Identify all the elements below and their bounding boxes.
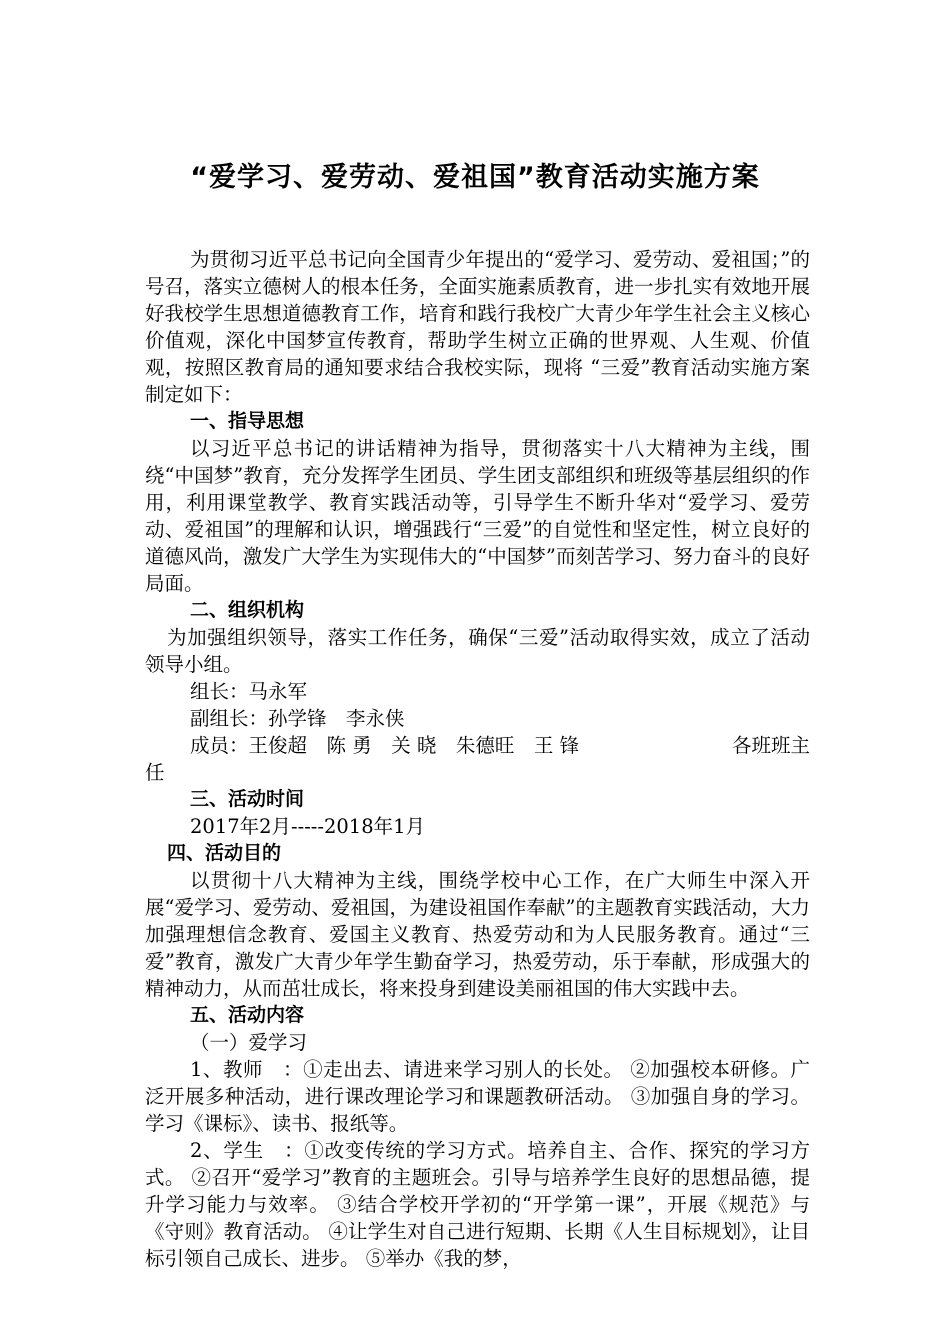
- section-heading-activity-content: 五、活动内容: [190, 1004, 305, 1026]
- section-heading-activity-time: 三、活动时间: [190, 788, 305, 810]
- deputy-leader-line: 副组长：孙学锋 李永侠: [190, 707, 405, 730]
- section-heading-activity-purpose: 四、活动目的: [167, 842, 282, 864]
- section-heading-guiding-ideology: 一、指导思想: [190, 410, 305, 432]
- organization-paragraph: 为加强组织领导，落实工作任务，确保“三爱”活动取得实效，成立了活动领导小组。: [145, 626, 810, 676]
- guiding-ideology-paragraph: 以习近平总书记的讲话精神为指导，贯彻落实十八大精神为主线，围绕“中国梦”教育，充分发挥学生团员、学生团支部组织和班级等基层组织的作用，利用课堂教学、教育实践活动等，引导学生不断升华对“爱学习、爱劳动、爱祖国”的理解和认识，增强践行“三爱”的自觉性和坚定性，树立良好的道德风尚，激发广大学生为实现伟大的“中国梦”而刻苦学习、努力奋斗的良好局面。: [145, 437, 810, 595]
- section-heading-organization: 二、组织机构: [190, 599, 305, 621]
- student-item-paragraph: 2、学生 ：①改变传统的学习方式。培养自主、合作、探究的学习方式。 ②召开“爱学习”教育的主题班会。引导与培养学生良好的思想品德，提升学习能力与效率。 ③结合学校开学初的“开学第一课”，开展《规范》与《守则》教育活动。 ④让学生对自己进行短期、长期《人生目标规划》，让目标引领自己成长、进步。 ⑤举办《我的梦，: [145, 1139, 810, 1270]
- members-class-teachers: 各班班主: [731, 734, 810, 757]
- activity-time-text: 2017年2月-----2018年1月: [190, 815, 426, 838]
- document-title: “爱学习、爱劳动、爱祖国”教育活动实施方案: [190, 162, 760, 193]
- members-names: 成员：王俊超 陈 勇 关 晓 朱德旺 王 锋: [190, 734, 580, 757]
- subsection-love-learning: （一）爱学习: [190, 1031, 308, 1054]
- teacher-item-paragraph: 1、教师 ：①走出去、请进来学习别人的长处。 ②加强校本研修。广泛开展多种活动，进行课改理论学习和课题教研活动。 ③加强自身的学习。学习《课标》、读书、报纸等。: [145, 1058, 810, 1135]
- intro-paragraph: 为贯彻习近平总书记向全国青少年提出的“爱学习、爱劳动、爱祖国；”的号召，落实立德树人的根本任务，全面实施素质教育，进一步扎实有效地开展好我校学生思想道德教育工作，培育和践行我校广大青少年学生社会主义核心价值观，深化中国梦宣传教育，帮助学生树立正确的世界观、人生观、价值观，按照区教育局的通知要求结合我校实际，现将 “三爱”教育活动实施方案制定如下：: [145, 248, 810, 406]
- members-line-wrap: 任: [145, 761, 165, 784]
- activity-purpose-paragraph: 以贯彻十八大精神为主线，围绕学校中心工作，在广大师生中深入开展“爱学习、爱劳动、爱祖国，为建设祖国作奉献”的主题教育实践活动，大力加强理想信念教育、爱国主义教育、热爱劳动和为人民服务教育。通过“三爱”教育，激发广大青少年学生勤奋学习，热爱劳动，乐于奉献，形成强大的精神动力，从而茁壮成长，将来投身到建设美丽祖国的伟大实践中去。: [145, 869, 810, 1000]
- group-leader-line: 组长：马永军: [190, 680, 308, 703]
- members-line: [145, 732, 810, 759]
- document-body: [145, 246, 810, 1272]
